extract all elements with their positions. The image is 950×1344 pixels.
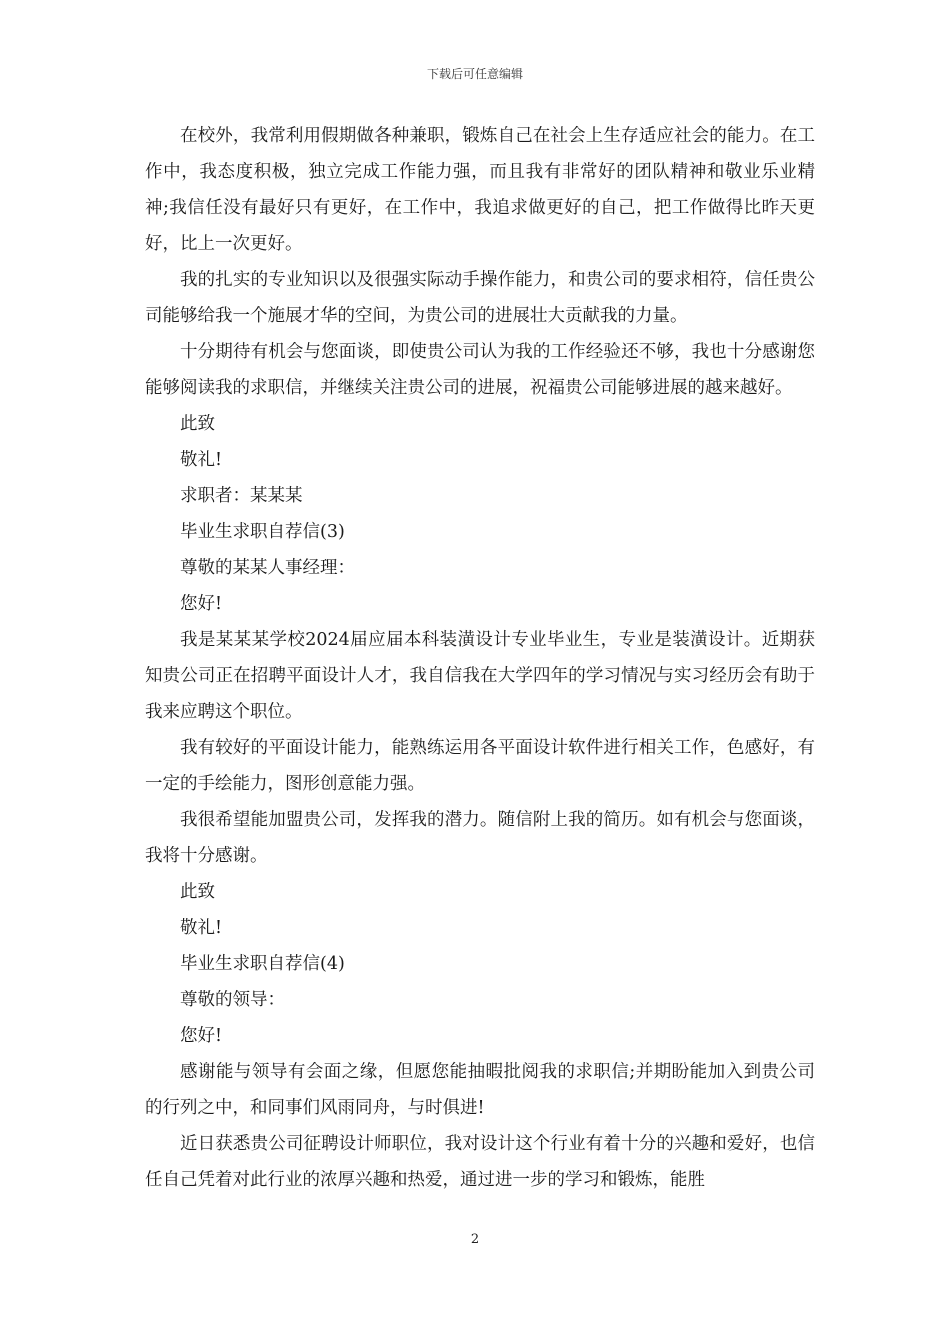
greeting-hr-manager: 尊敬的某某人事经理： (180, 558, 355, 578)
greeting-hello: 您好! (180, 594, 223, 614)
greeting-hello: 您好! (180, 1026, 223, 1046)
paragraph-join-hope: 我很希望能加盟贵公司，发挥我的潜力。随信附上我的简历。如有机会与您面谈，我将十分感谢。 (145, 810, 815, 866)
greeting-leader: 尊敬的领导： (180, 990, 285, 1010)
letter-title-4: 毕业生求职自荐信(4) (180, 954, 345, 974)
paragraph-introduction: 我是某某某学校2024届应届本科装潢设计专业毕业生，专业是装潢设计。近期获知贵公司正在招聘平面设计人才，我自信我在大学四年的学习情况与实习经历会有助于我来应聘这个职位。 (145, 630, 815, 722)
document-body (145, 118, 815, 1198)
paragraph-design-ability: 我有较好的平面设计能力，能熟练运用各平面设计软件进行相关工作，色感好，有一定的手绘能力，图形创意能力强。 (145, 738, 815, 794)
closing-salutation: 此致 (180, 882, 215, 902)
closing-salutation: 此致 (180, 414, 215, 434)
paragraph-part-time-work: 在校外，我常利用假期做各种兼职，锻炼自己在社会上生存适应社会的能力。在工作中，我态度积极，独立完成工作能力强，而且我有非常好的团队精神和敬业乐业精神;我信任没有最好只有更好，在工作中，我追求做更好的自己，把工作做得比昨天更好，比上一次更好。 (145, 126, 815, 254)
letter-title-3: 毕业生求职自荐信(3) (180, 522, 345, 542)
paragraph-thanks: 感谢能与领导有会面之缘，但愿您能抽暇批阅我的求职信;并期盼能加入到贵公司的行列之中，和同事们风雨同舟，与时俱进! (145, 1062, 815, 1118)
paragraph-designer-position: 近日获悉贵公司征聘设计师职位，我对设计这个行业有着十分的兴趣和爱好，也信任自己凭着对此行业的浓厚兴趣和热爱，通过进一步的学习和锻炼，能胜 (145, 1134, 815, 1190)
signature-line: 求职者：某某某 (180, 486, 303, 506)
page-number: 2 (470, 1232, 480, 1247)
closing-regards: 敬礼! (180, 450, 223, 470)
page-header: 下载后可任意编辑 (426, 67, 523, 81)
paragraph-professional-skills: 我的扎实的专业知识以及很强实际动手操作能力，和贵公司的要求相符，信任贵公司能够给我一个施展才华的空间，为贵公司的进展壮大贡献我的力量。 (145, 270, 815, 326)
paragraph-interview-hope: 十分期待有机会与您面谈，即使贵公司认为我的工作经验还不够，我也十分感谢您能够阅读我的求职信，并继续关注贵公司的进展，祝福贵公司能够进展的越来越好。 (145, 342, 815, 398)
closing-regards: 敬礼! (180, 918, 223, 938)
